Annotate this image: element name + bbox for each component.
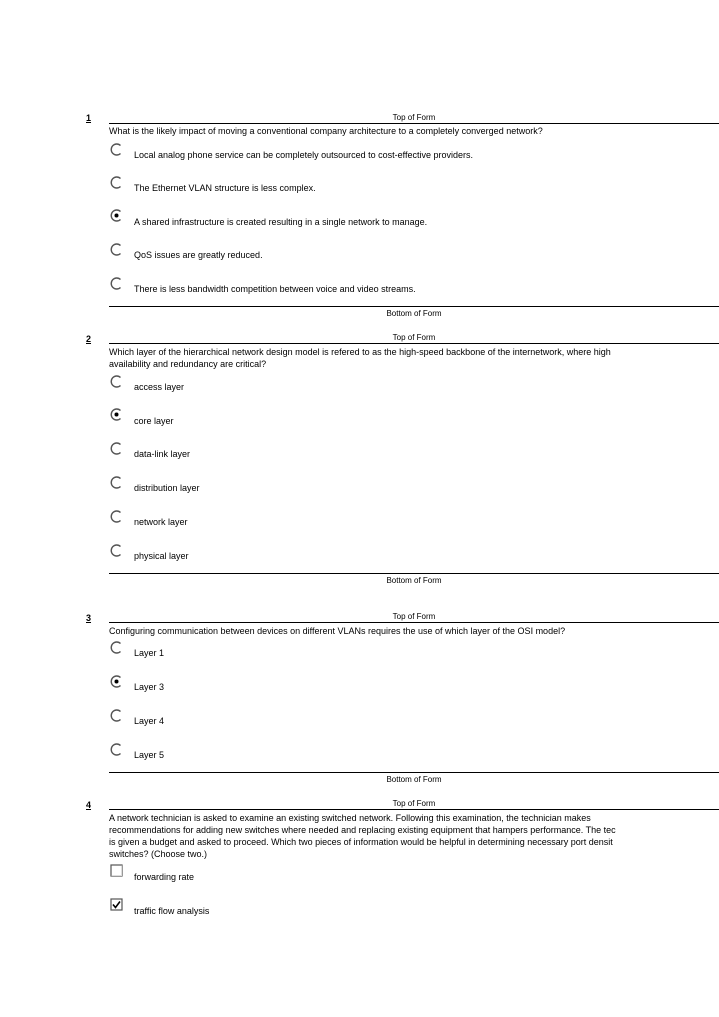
option-label[interactable]: core layer — [134, 416, 174, 426]
option-label[interactable]: A shared infrastructure is created resulting in a single network to manage. — [134, 217, 428, 227]
option-label[interactable]: forwarding rate — [134, 872, 195, 882]
option-label[interactable]: QoS issues are greatly reduced. — [134, 250, 263, 260]
top-of-form-marker: Top of Form — [392, 799, 436, 808]
option-label[interactable]: Layer 1 — [134, 648, 165, 658]
option-label[interactable]: network layer — [134, 517, 188, 527]
radio-button[interactable] — [110, 544, 123, 557]
radio-button[interactable] — [110, 375, 123, 388]
radio-button[interactable] — [110, 709, 123, 722]
option-label[interactable]: Local analog phone service can be completely outsourced to cost-effective providers. — [134, 150, 474, 160]
question-number: 2 — [86, 334, 92, 344]
radio-button[interactable] — [110, 476, 123, 489]
radio-button-selected[interactable] — [110, 408, 123, 421]
option-label[interactable]: Layer 5 — [134, 750, 165, 760]
option-label[interactable]: physical layer — [134, 551, 189, 561]
form-top-rule — [109, 343, 719, 344]
top-of-form-marker: Top of Form — [392, 113, 436, 122]
radio-button[interactable] — [110, 442, 123, 455]
bottom-of-form-marker: Bottom of Form — [386, 576, 442, 585]
option-label[interactable]: data-link layer — [134, 449, 191, 459]
option-label[interactable]: The Ethernet VLAN structure is less complex. — [134, 183, 316, 193]
form-bottom-rule — [109, 772, 719, 773]
option-label[interactable]: access layer — [134, 382, 185, 392]
radio-button[interactable] — [110, 143, 123, 156]
top-of-form-marker: Top of Form — [392, 333, 436, 342]
bottom-of-form-marker: Bottom of Form — [386, 309, 442, 318]
form-bottom-rule — [109, 573, 719, 574]
option-label[interactable]: Layer 3 — [134, 682, 165, 692]
radio-button[interactable] — [110, 277, 123, 290]
option-label[interactable]: Layer 4 — [134, 716, 165, 726]
form-bottom-rule — [109, 306, 719, 307]
radio-button[interactable] — [110, 641, 123, 654]
radio-button-selected[interactable] — [110, 675, 123, 688]
question-number: 1 — [86, 113, 92, 123]
top-of-form-marker: Top of Form — [392, 612, 436, 621]
bottom-of-form-marker: Bottom of Form — [386, 775, 442, 784]
question-text: Which layer of the hierarchical network design model is refered to as the high-speed backbone of the internetwork, where high availability and redundancy are critical? — [109, 347, 611, 369]
form-top-rule — [109, 809, 719, 810]
checkbox-checked[interactable] — [110, 898, 123, 911]
question-number: 3 — [86, 613, 92, 623]
question-text: What is the likely impact of moving a conventional company architecture to a completely converged network? — [109, 126, 543, 136]
radio-button-selected[interactable] — [110, 209, 123, 222]
question-text: Configuring communication between devices on different VLANs requires the use of which layer of the OSI model? — [109, 626, 566, 636]
radio-button[interactable] — [110, 743, 123, 756]
radio-button[interactable] — [110, 243, 123, 256]
radio-button[interactable] — [110, 176, 123, 189]
question-text: A network technician is asked to examine an existing switched network. Following this examination, the technician makes recommendations for adding new switches where needed and replacing existing equipment that hampers performance. The tec is given a budget and asked to proceed. Which two pieces of information would be helpful in determining necessary port densit switches? (Choose two.) — [109, 813, 616, 859]
checkbox[interactable] — [110, 864, 123, 877]
option-label[interactable]: traffic flow analysis — [134, 906, 210, 916]
question-number: 4 — [86, 800, 92, 810]
option-label[interactable]: There is less bandwidth competition between voice and video streams. — [134, 284, 416, 294]
form-top-rule — [109, 622, 719, 623]
option-label[interactable]: distribution layer — [134, 483, 200, 493]
radio-button[interactable] — [110, 510, 123, 523]
form-top-rule — [109, 123, 719, 124]
